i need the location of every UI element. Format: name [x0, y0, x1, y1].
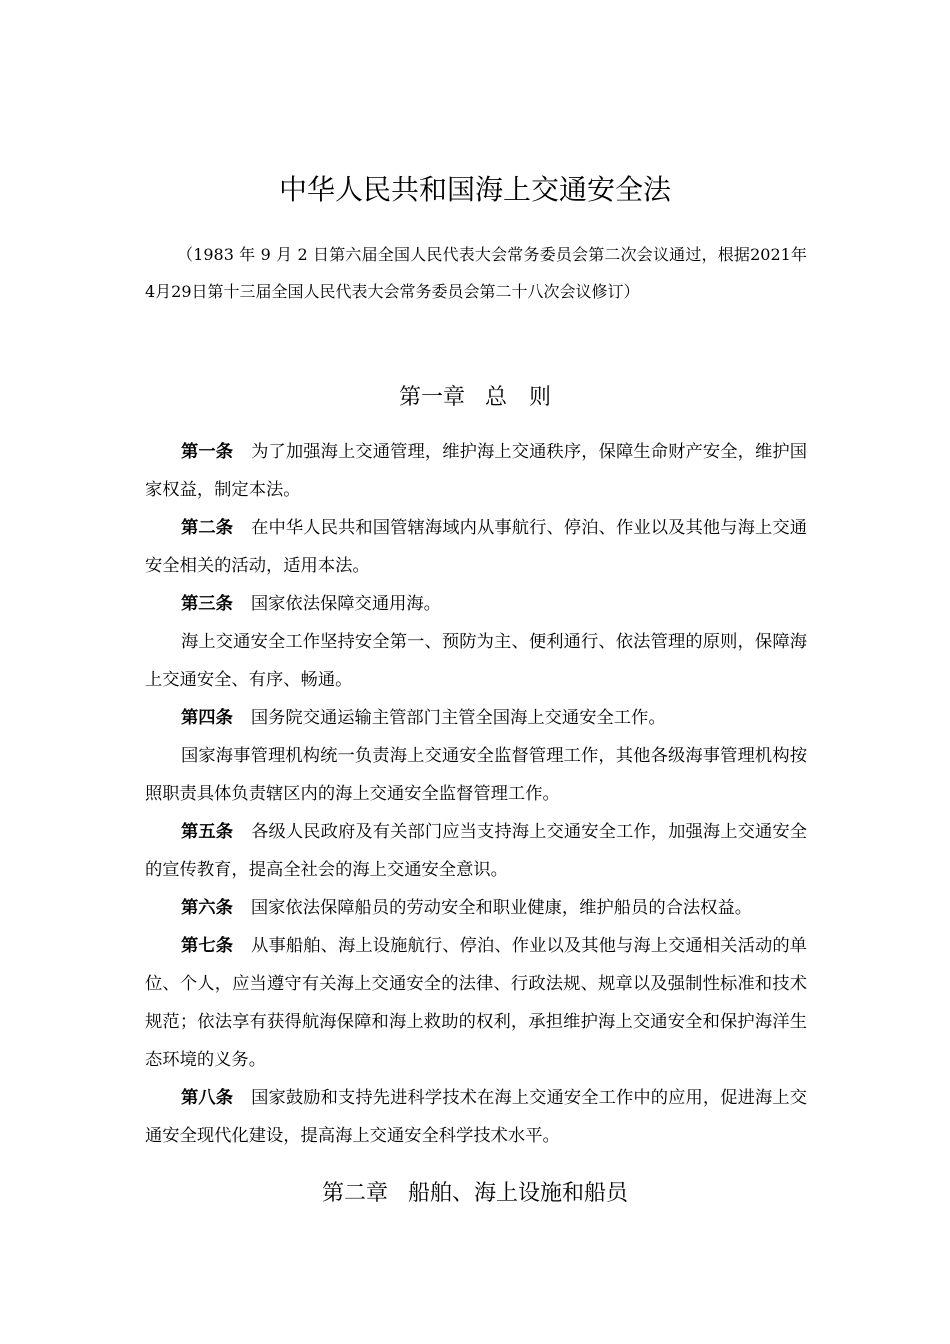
article-number: 第四条 [181, 708, 233, 728]
article-paragraph [145, 585, 807, 623]
article-text: 国家依法保障船员的劳动安全和职业健康，维护船员的合法权益。 [250, 898, 753, 918]
chapter-heading [0, 1177, 950, 1211]
article-text: 为了加强海上交通管理，维护海上交通秩序，保障生命财产安全，维护国家权益，制定本法。 [145, 442, 807, 500]
article-paragraph [145, 509, 807, 585]
chapter-number: 第一章 [398, 385, 465, 410]
article-paragraph [145, 927, 807, 1079]
article-number: 第六条 [181, 898, 233, 918]
article-paragraph [145, 699, 807, 737]
article-paragraph [145, 737, 807, 813]
article-paragraph [145, 889, 807, 927]
article-text: 国务院交通运输主管部门主管全国海上交通安全工作。 [250, 708, 666, 728]
chapter-body [145, 433, 807, 1155]
document-title: 中华人民共和国海上交通安全法 [278, 173, 671, 206]
article-text: 海上交通安全工作坚持安全第一、预防为主、便利通行、依法管理的原则，保障海上交通安全、有序、畅通。 [145, 632, 807, 690]
article-number: 第一条 [181, 442, 234, 462]
article-paragraph [145, 1079, 807, 1155]
article-number: 第二条 [181, 518, 234, 538]
article-paragraph [145, 623, 807, 699]
article-number: 第三条 [181, 594, 233, 614]
chapter-name: 总 则 [485, 385, 552, 410]
article-number: 第七条 [181, 936, 234, 956]
chapter-heading [0, 381, 950, 415]
article-text: 国家依法保障交通用海。 [250, 594, 441, 614]
chapter-number: 第二章 [321, 1181, 388, 1206]
chapter-name: 船舶、海上设施和船员 [408, 1181, 629, 1206]
article-text: 国家海事管理机构统一负责海上交通安全监督管理工作，其他各级海事管理机构按照职责具体负责辖区内的海上交通安全监督管理工作。 [145, 746, 807, 804]
article-text: 在中华人民共和国管辖海域内从事航行、停泊、作业以及其他与海上交通安全相关的活动，适用本法。 [145, 518, 807, 576]
article-paragraph [145, 813, 807, 889]
adoption-note: （1983 年 9 月 2 日第六届全国人民代表大会常务委员会第二次会议通过，根据2021年4月29日第十三届全国人民代表大会常务委员会第二十八次会议修订） [145, 245, 807, 301]
article-text: 从事船舶、海上设施航行、停泊、作业以及其他与海上交通相关活动的单位、个人，应当遵守有关海上交通安全的法律、行政法规、规章以及强制性标准和技术规范；依法享有获得航海保障和海上救助的权利，承担维护海上交通安全和保护海洋生态环境的义务。 [145, 936, 807, 1070]
article-number: 第五条 [181, 822, 234, 842]
article-text: 各级人民政府及有关部门应当支持海上交通安全工作，加强海上交通安全的宣传教育，提高全社会的海上交通安全意识。 [145, 822, 807, 880]
article-text: 国家鼓励和支持先进科学技术在海上交通安全工作中的应用，促进海上交通安全现代化建设，提高海上交通安全科学技术水平。 [145, 1088, 807, 1146]
article-paragraph [145, 433, 807, 509]
article-number: 第八条 [181, 1088, 234, 1108]
